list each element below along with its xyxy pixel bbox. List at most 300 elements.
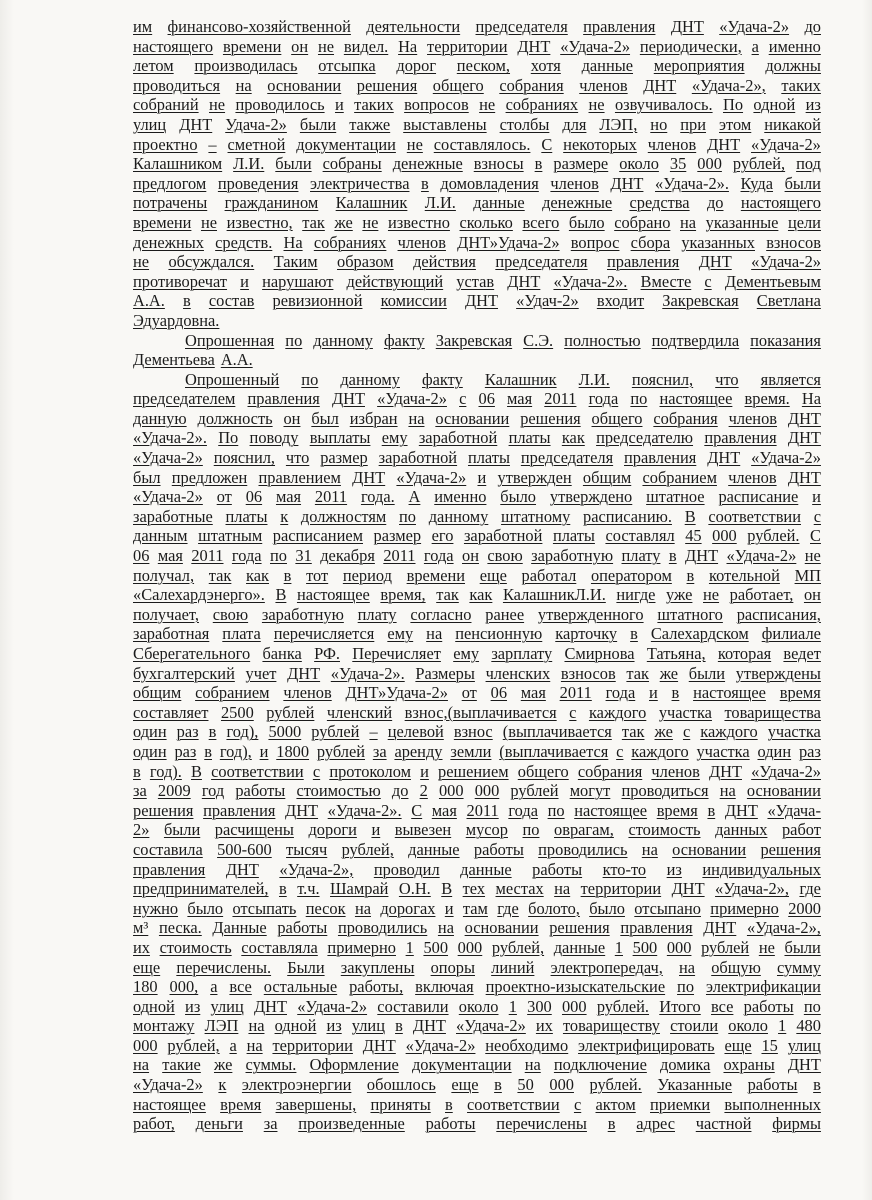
word: тот — [306, 565, 329, 585]
text-line — [133, 899, 821, 919]
word: по — [677, 977, 695, 997]
word: электричества — [310, 173, 410, 193]
text-line — [133, 135, 821, 155]
word: года — [588, 389, 619, 409]
word: вывезен — [394, 820, 452, 840]
word: получал, — [133, 565, 195, 585]
word: в — [668, 546, 677, 566]
word: перечисляется — [273, 624, 375, 644]
word: 180 — [133, 977, 158, 997]
word: работ — [781, 820, 821, 840]
word: год), — [226, 722, 259, 742]
word: ведет — [783, 644, 821, 663]
word: с — [569, 702, 577, 722]
word: стоимость — [159, 937, 232, 957]
text-line — [133, 115, 821, 135]
word: расчищены — [214, 820, 294, 840]
word: нужно — [133, 898, 179, 918]
word: в — [445, 1094, 453, 1114]
word: «Удача-2», — [279, 859, 354, 879]
word: раз — [798, 741, 821, 761]
word: на — [133, 1055, 150, 1075]
word: «Удача-2», — [715, 879, 789, 899]
word: членских — [485, 663, 551, 683]
text-line — [133, 193, 821, 213]
text-line — [133, 389, 821, 409]
word: рублей, — [167, 1035, 220, 1055]
word: «Удача-2» — [133, 448, 203, 468]
word: соответствии — [708, 506, 801, 526]
word: рублей — [311, 722, 360, 742]
word: декабря — [320, 546, 375, 566]
text-line — [133, 507, 821, 527]
word: правления — [583, 17, 656, 36]
word: На — [398, 36, 418, 56]
word: все — [229, 977, 252, 997]
word: каждого — [631, 741, 689, 761]
word: решения — [520, 408, 581, 428]
text-line — [133, 1036, 821, 1056]
word: ДНТ — [707, 448, 741, 468]
word: но — [650, 114, 668, 134]
word: По — [722, 95, 744, 115]
word: никакой — [764, 114, 821, 134]
word: 000 — [666, 937, 692, 957]
word: одной — [133, 996, 175, 1016]
word: товариществу — [562, 1016, 660, 1036]
word: 5000 — [268, 722, 302, 742]
word: правления — [704, 428, 777, 448]
word: в — [421, 173, 429, 193]
word: в — [630, 624, 638, 644]
word: заработные — [133, 506, 213, 526]
word: работы — [235, 781, 286, 801]
scan-edge-left — [0, 0, 14, 1200]
word: ДНТ»Удача-2» — [345, 683, 448, 703]
word: Вместе — [640, 271, 692, 291]
text-line — [133, 291, 821, 311]
word: из — [326, 1016, 342, 1036]
word: настоящее — [296, 585, 370, 605]
word: «Удача-2» — [396, 467, 467, 487]
word: Закревская — [662, 291, 739, 311]
word: правления — [624, 448, 697, 468]
word: Л.И. — [233, 154, 265, 174]
word: общим — [582, 467, 632, 487]
word: он — [803, 585, 821, 605]
word: 300 — [527, 996, 552, 1016]
word: 06 — [478, 389, 495, 409]
word: плата — [222, 624, 261, 644]
document-body — [133, 17, 821, 1134]
word: пояснил, — [213, 448, 276, 468]
word: общим — [133, 683, 182, 703]
word: 31 — [295, 546, 312, 566]
word: Татьяна, — [646, 644, 706, 663]
word: с — [312, 761, 321, 781]
word: РФ. — [314, 644, 340, 663]
word: так — [626, 663, 650, 683]
word: правления — [203, 800, 276, 820]
word: документации — [411, 1055, 512, 1075]
word: членов — [651, 761, 700, 781]
word: еще — [724, 1035, 752, 1055]
word: членов — [728, 467, 777, 487]
word: образом — [337, 252, 394, 272]
word: согласно — [410, 604, 472, 624]
word: Калашник — [484, 369, 557, 389]
word: 000 — [561, 996, 587, 1016]
word: отсыпано — [634, 898, 701, 918]
word: размере — [553, 154, 609, 174]
word: настоящего — [133, 36, 214, 56]
word: предпринимателей, — [133, 879, 269, 899]
word: ДНТ — [352, 467, 386, 487]
word: в — [671, 683, 680, 703]
word: Л.И. — [424, 193, 456, 213]
word: так — [436, 585, 459, 605]
word: года — [231, 546, 262, 566]
word: песка. — [158, 918, 202, 938]
word: до — [706, 193, 724, 213]
word: он — [462, 546, 479, 566]
word: период — [342, 565, 392, 585]
word: болото, — [528, 898, 580, 918]
text-line — [133, 56, 821, 76]
word: дороги — [308, 820, 357, 840]
text-line — [133, 977, 821, 997]
word: и — [444, 898, 454, 918]
word: проводились — [538, 839, 628, 859]
word: раз — [174, 741, 197, 761]
word: Салехардском — [650, 624, 749, 644]
word: «Удача-2» — [133, 1075, 203, 1095]
word: охраны — [723, 1055, 775, 1075]
word: были — [688, 663, 726, 683]
word: взнос — [453, 722, 493, 742]
word: мая — [520, 683, 546, 703]
word: на — [680, 212, 697, 232]
word: еще — [133, 957, 161, 977]
word: предлогом — [133, 173, 207, 193]
word: данные — [581, 56, 634, 76]
word: же — [659, 663, 679, 683]
word: (выплачивается — [502, 722, 612, 742]
word: стоимостью — [296, 781, 381, 801]
word: как — [469, 585, 493, 605]
word: указанных — [681, 232, 755, 252]
word: Оформление — [309, 1055, 399, 1075]
word: рублей — [510, 781, 559, 801]
word: территории — [272, 1035, 353, 1055]
word: в — [278, 879, 287, 899]
word: расписанием — [272, 526, 363, 546]
word: рублей. — [596, 996, 650, 1016]
word: 1800 — [276, 741, 310, 761]
word: «Удача-2», — [746, 918, 821, 938]
word: «Удача-2». — [330, 663, 405, 683]
word: на — [524, 1055, 541, 1075]
word: так — [621, 722, 645, 742]
word: платы — [508, 428, 551, 448]
word: ДНТ — [708, 761, 742, 781]
word: Размеры — [415, 663, 475, 683]
word: могут — [569, 781, 611, 801]
word: раз — [176, 722, 199, 742]
word: по — [522, 820, 540, 840]
text-line — [133, 331, 821, 351]
word: мероприятия — [653, 56, 745, 76]
word: производилась — [194, 56, 298, 76]
word: зарплату — [491, 644, 553, 663]
word: ДНТ — [787, 428, 821, 448]
word: год), — [219, 741, 252, 761]
word: 35 — [669, 154, 687, 174]
word: – — [369, 722, 378, 742]
word: КалашникЛ.И. — [502, 585, 606, 605]
word: работы — [277, 918, 328, 938]
word: 2» — [133, 820, 150, 840]
word: были — [784, 173, 821, 193]
word: свою — [212, 604, 249, 624]
word: размер — [320, 448, 368, 468]
word: собраний — [133, 95, 199, 115]
word: указанные — [705, 212, 779, 232]
word: председателем — [133, 389, 236, 409]
word: подтвердила — [651, 330, 740, 350]
word: с — [682, 722, 691, 742]
word: года — [508, 800, 538, 820]
word: членов — [647, 134, 697, 154]
word: рублей — [266, 702, 315, 722]
word: и — [649, 683, 658, 703]
word: выплаты — [309, 428, 371, 448]
word: были — [299, 114, 337, 134]
word: с — [813, 506, 821, 526]
word: этом — [719, 114, 752, 134]
word: с — [573, 1094, 582, 1114]
word: и — [477, 467, 487, 487]
word: которая — [717, 644, 772, 663]
word: утверждены — [735, 663, 821, 683]
word: данных — [715, 820, 768, 840]
word: не — [703, 585, 720, 605]
word: аренду — [394, 741, 443, 761]
word: примерно — [327, 937, 396, 957]
text-line — [133, 370, 821, 390]
word: Светлана — [756, 291, 821, 311]
word: «Удача- — [767, 800, 821, 820]
word: адрес — [636, 1114, 675, 1134]
word: «Салехардэнерго». — [133, 585, 265, 605]
text-line — [133, 820, 821, 840]
word: опоры — [430, 957, 475, 977]
word: Л.И. — [578, 369, 610, 389]
word: уже — [666, 585, 693, 605]
word: выполненных — [724, 1094, 821, 1114]
word: каждого — [588, 702, 647, 722]
word: Опрошенная — [185, 330, 275, 350]
word: ДНТ»Удача-2» — [457, 232, 560, 252]
word: сумму — [776, 957, 821, 977]
word: и — [259, 741, 269, 761]
word: полностью — [564, 330, 641, 350]
word: 2009 — [157, 781, 191, 801]
word: на — [554, 879, 571, 899]
word: основании — [672, 839, 747, 859]
word: не — [362, 212, 379, 232]
word: около — [619, 154, 659, 174]
word: 2500 — [220, 702, 254, 722]
word: председателя — [520, 448, 614, 468]
text-line — [133, 1114, 821, 1134]
word: ДНТ — [643, 75, 677, 95]
text-line — [133, 17, 821, 37]
word: С.Э. — [523, 330, 554, 350]
word: был — [311, 408, 339, 428]
word: составили — [377, 996, 449, 1016]
word: тех — [462, 879, 486, 899]
word: работы — [743, 996, 794, 1016]
word: рублей. — [589, 1075, 642, 1095]
word: решения — [549, 918, 610, 938]
word: «Удача-2» — [297, 996, 368, 1016]
word: по — [270, 546, 287, 566]
text-line — [133, 860, 821, 880]
text-line — [133, 840, 821, 860]
word: по — [285, 330, 303, 350]
word: ДНТ — [787, 467, 821, 487]
word: настоящего — [740, 193, 821, 213]
word: время, — [380, 585, 426, 605]
word: 2011 — [466, 800, 499, 820]
word: карточку — [555, 624, 618, 644]
word: в — [183, 291, 191, 311]
word: работал — [521, 565, 577, 585]
word: ДНТ — [707, 134, 741, 154]
word: было — [589, 898, 625, 918]
word: мая — [157, 546, 183, 566]
word: членский — [326, 702, 393, 722]
word: а — [210, 977, 218, 997]
word: Дементьева — [133, 350, 215, 370]
word: данным — [133, 526, 188, 546]
word: показания — [750, 330, 821, 350]
word: от — [461, 683, 477, 703]
word: на — [679, 957, 696, 977]
word: председателя — [475, 17, 568, 36]
word: пенсионную — [455, 624, 543, 644]
word: Указанные — [657, 1075, 733, 1095]
word: противоречат — [133, 271, 228, 291]
word: состав — [208, 291, 255, 311]
word: правлением — [258, 467, 341, 487]
word: фирмы — [772, 1114, 821, 1134]
word: расписанию. — [583, 506, 672, 526]
word: работы — [473, 839, 524, 859]
word: там — [462, 898, 488, 918]
text-line — [133, 938, 821, 958]
word: время — [220, 1094, 262, 1114]
word: Дементьевым — [724, 271, 821, 291]
word: им — [133, 17, 153, 36]
word: средств. — [215, 232, 273, 252]
word: проводил — [373, 859, 440, 879]
word: денежные — [542, 193, 613, 213]
word: были — [163, 820, 201, 840]
word: документации — [296, 134, 396, 154]
word: таких — [354, 95, 394, 115]
word: подключение — [553, 1055, 647, 1075]
word: взносы — [473, 154, 524, 174]
text-line — [133, 1095, 821, 1115]
word: на — [641, 839, 658, 859]
word: т.ч. — [297, 879, 320, 899]
word: «Удача-2» — [751, 134, 821, 154]
word: гражданином — [224, 193, 319, 213]
word: В — [684, 506, 696, 526]
word: таких — [781, 75, 821, 95]
word: рублей — [701, 937, 750, 957]
word: года. — [360, 487, 395, 507]
word: на — [408, 408, 425, 428]
word: выставлены — [403, 114, 487, 134]
word: (выплачивается — [499, 741, 609, 761]
word: проектно-изыскательские — [485, 977, 666, 997]
word: ДНТ — [362, 1035, 396, 1055]
word: собраны — [322, 154, 382, 174]
word: составляет — [133, 702, 209, 722]
word: еще — [479, 565, 507, 585]
word: земли — [450, 741, 492, 761]
word: настоящее — [693, 683, 766, 703]
word: не — [804, 546, 821, 566]
word: мая — [507, 389, 533, 409]
word: произведенные — [298, 1114, 405, 1134]
word: в — [204, 741, 212, 761]
word: мусор — [465, 820, 508, 840]
word: входит — [596, 291, 645, 311]
word: Калашник — [335, 193, 408, 213]
word: ДНТ — [671, 879, 705, 899]
word: он — [283, 408, 301, 428]
word: такие — [162, 1055, 201, 1075]
word: Закревская — [435, 330, 513, 350]
text-line — [133, 742, 821, 762]
text-line — [133, 428, 821, 448]
word: заработной — [463, 526, 543, 546]
word: составляла — [241, 937, 318, 957]
word: на — [426, 624, 443, 644]
word: по — [547, 800, 565, 820]
word: банка — [262, 644, 302, 663]
word: работы — [532, 859, 583, 879]
word: избран — [349, 408, 398, 428]
word: не — [479, 95, 496, 115]
word: данному — [428, 506, 489, 526]
word: плату — [357, 604, 397, 624]
word: в — [395, 1016, 403, 1036]
word: еще — [451, 1075, 479, 1095]
word: сколько — [459, 212, 513, 232]
word: один — [133, 722, 167, 742]
word: ЛЭП, — [599, 114, 638, 134]
word: оврагам, — [554, 820, 614, 840]
word: рублей — [316, 741, 365, 761]
word: не — [317, 36, 335, 56]
word: известно — [387, 212, 450, 232]
word: ДНТ — [412, 1016, 446, 1036]
